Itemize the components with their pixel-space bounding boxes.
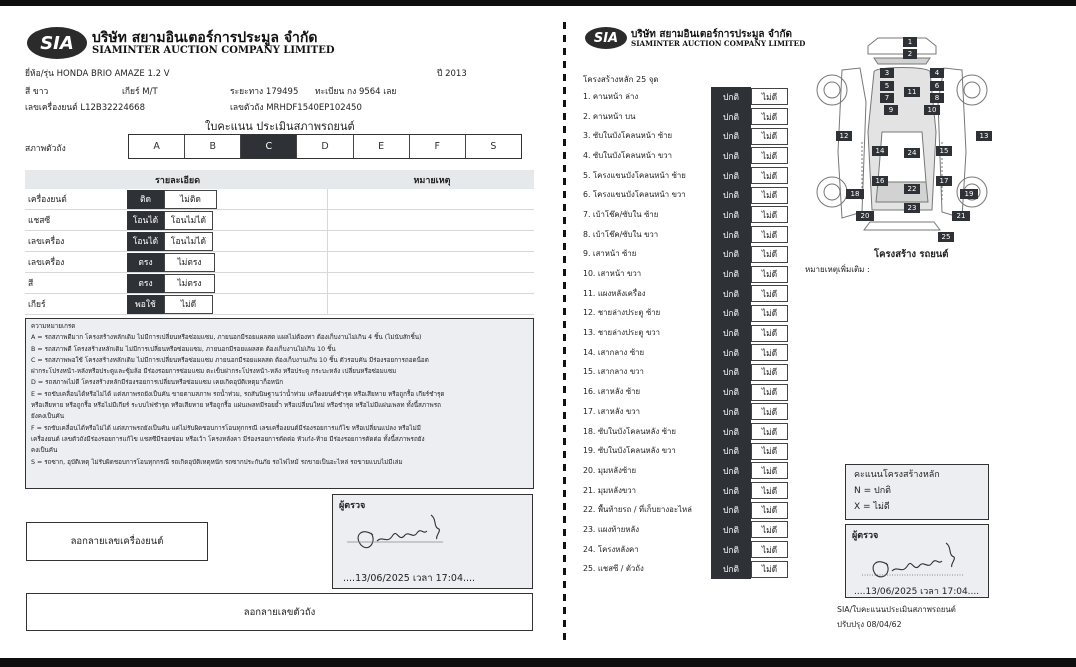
vehicle-mileage: ระยะทาง 179495 <box>230 87 299 97</box>
legend-line: E = รถขับเคลื่อนได้หรือไม่ได้ แต่สภาพรถยังเป็นคัน ขายตามสภาพ รถน้ำท่วม, รถสันนิษฐานว่าน้ำท่วม เครื่องยนต์ชำรุด หรือเสียหาย หรือถูกรื้อ เกียร์ชำรุด <box>31 390 445 398</box>
structure-item <box>583 560 789 580</box>
structure-item-label: 16. เสาหลัง ซ้าย <box>583 387 641 397</box>
bad-option[interactable]: ไม่ดี <box>751 521 788 538</box>
diagram-tag-13: 13 <box>976 131 992 141</box>
option-not-match[interactable]: ไม่ตรง <box>164 253 215 272</box>
inspection-date: ....13/06/2025 เวลา 17:04.... <box>343 573 476 584</box>
structure-item <box>583 441 789 461</box>
structure-item-label: 14. เสากลาง ซ้าย <box>583 347 645 357</box>
normal-option[interactable]: ปกติ <box>711 284 751 304</box>
diagram-caption: โครงสร้าง รถยนต์ <box>874 249 949 260</box>
structure-item <box>583 225 789 245</box>
structure-item <box>583 481 789 501</box>
normal-option[interactable]: ปกติ <box>711 500 751 520</box>
structure-item <box>583 402 789 422</box>
diagram-tag-18: 18 <box>846 189 864 199</box>
diagram-tag-16: 16 <box>872 176 888 186</box>
company-name-en-right: SIAMINTER AUCTION COMPANY LIMITED <box>631 39 806 48</box>
normal-option[interactable]: ปกติ <box>711 264 751 284</box>
form-revision: ปรับปรุง 08/04/62 <box>837 620 902 629</box>
header-detail: รายละเอียด <box>154 175 201 186</box>
detail-row-color <box>25 273 534 294</box>
bad-option[interactable]: ไม่ดี <box>751 364 788 381</box>
bad-option[interactable]: ไม่ดี <box>751 502 788 519</box>
structure-item-label: 24. โครงหลังคา <box>583 544 639 554</box>
sia-logo: SIA <box>27 27 87 59</box>
legend-line: F = รถขับเคลื่อนได้หรือไม่ได้ แต่สภาพรถยังเป็นคัน แต่ไม่รับผิดชอบการโอนทุกกรณี เลขเครื่องยนต์มีร่องรอยการแก้ไข หรือเปลี่ยนแปลง หรือไม่มี <box>31 424 421 432</box>
diagram-tag-23: 23 <box>904 203 920 213</box>
structure-item-label: 17. เสาหลัง ขวา <box>583 406 640 416</box>
normal-option[interactable]: ปกติ <box>711 185 751 205</box>
legend-line: เครื่องยนต์ เลขตัวถังมีร่องรอยการแก้ไข แชสซีมีรอยซ่อม หรือเว้า โครงหลังคา มีร่องรอยการตัดต่อ หัวเก๋ง-ท้าย มีร่องรอยการตัดต่อ ทั้งนี้สภาพรถยัง <box>31 435 425 443</box>
option-bad[interactable]: ไม่ดี <box>164 295 213 314</box>
structure-item-label: 15. เสากลาง ขวา <box>583 367 644 377</box>
normal-option[interactable]: ปกติ <box>711 304 751 324</box>
detail-row-gear <box>25 294 534 315</box>
bad-option[interactable]: ไม่ดี <box>751 187 788 204</box>
structure-item <box>583 343 789 363</box>
bad-option[interactable]: ไม่ดี <box>751 285 788 302</box>
option-transferable[interactable]: โอนได้ <box>127 232 164 251</box>
bad-option[interactable]: ไม่ดี <box>751 462 788 479</box>
detail-label: เลขเครื่อง <box>28 258 65 268</box>
structure-item <box>583 520 789 540</box>
normal-option[interactable]: ปกติ <box>711 245 751 265</box>
diagram-tag-21: 21 <box>952 211 970 221</box>
normal-option[interactable]: ปกติ <box>711 540 751 560</box>
normal-option[interactable]: ปกติ <box>711 107 751 127</box>
diagram-tag-17: 17 <box>936 176 952 186</box>
vehicle-brand-model: ยี่ห้อ/รุ่น HONDA BRIO AMAZE 1.2 V <box>25 69 170 79</box>
normal-option[interactable]: ปกติ <box>711 146 751 166</box>
normal-option[interactable]: ปกติ <box>711 225 751 245</box>
diagram-tag-7: 7 <box>880 93 894 103</box>
structure-item-label: 7. เบ้าโช๊ค/ซับใน ซ้าย <box>583 209 659 219</box>
bad-option[interactable]: ไม่ดี <box>751 206 788 223</box>
engine-number-trace-box <box>26 522 208 561</box>
structure-item <box>583 422 789 442</box>
structure-item <box>583 107 789 127</box>
diagram-tag-3: 3 <box>880 68 894 78</box>
option-not-transferable[interactable]: โอนไม่ได้ <box>164 232 213 251</box>
structure-item-label: 21. มุมหลังขวา <box>583 485 636 495</box>
grade-option-a[interactable]: A <box>129 135 185 158</box>
detail-row-engine-no-transfer <box>25 231 534 252</box>
diagram-tag-24: 24 <box>904 148 920 158</box>
bad-option[interactable]: ไม่ดี <box>751 482 788 499</box>
structure-item <box>583 126 789 146</box>
structure-title: โครงสร้างหลัก 25 จุด <box>583 75 659 84</box>
chassis-number-trace-box <box>26 593 533 631</box>
grade-option-b[interactable]: B <box>185 135 241 158</box>
header-note: หมายเหตุ <box>413 175 451 186</box>
bad-option[interactable]: ไม่ดี <box>751 266 788 283</box>
structure-item <box>583 185 789 205</box>
inspector-box-right <box>845 524 989 598</box>
structure-item-label: 9. เสาหน้า ซ้าย <box>583 249 637 259</box>
detail-label: เครื่องยนต์ <box>28 195 67 205</box>
company-name-th-right: บริษัท สยามอินเตอร์การประมูล จำกัด <box>631 29 793 40</box>
bad-option[interactable]: ไม่ดี <box>751 443 788 460</box>
bottom-black-bar <box>0 658 1076 667</box>
legend-line: C = รถสภาพพอใช้ โครงสร้างหลักเดิม ไม่มีการเปลี่ยนหรือซ่อมแซม ภายนอกมีรอยแผลสด ต้องเก็บงานเกิน 10 ชิ้น ตัวรอบคัน มีร่องรอยการถอดน็อต <box>31 356 429 364</box>
structure-item-label: 13. ชายล่างประตู ขวา <box>583 328 661 338</box>
structure-item <box>583 382 789 402</box>
structure-item-label: 19. ซับในบังโคลนหลัง ขวา <box>583 446 676 456</box>
structure-item-label: 11. แผงหลังเครื่อง <box>583 288 646 298</box>
bad-option[interactable]: ไม่ดี <box>751 344 788 361</box>
company-name-th: บริษัท สยามอินเตอร์การประมูล จำกัด <box>92 30 318 46</box>
diagram-tag-15: 15 <box>936 146 952 156</box>
normal-option[interactable]: ปกติ <box>711 323 751 343</box>
detail-label: แชสซี <box>28 216 51 226</box>
option-no-start[interactable]: ไม่ติด <box>164 190 217 209</box>
detail-table-header <box>25 170 534 189</box>
structure-item <box>583 540 789 560</box>
structure-item <box>583 166 789 186</box>
normal-option[interactable]: ปกติ <box>711 205 751 225</box>
detail-label: เลขเครื่อง <box>28 237 65 247</box>
option-transferable[interactable]: โอนได้ <box>127 211 164 230</box>
vehicle-engine-no: เลขเครื่องยนต์ L12B32224668 <box>25 103 145 113</box>
structure-item <box>583 284 789 304</box>
diagram-tag-8: 8 <box>930 93 944 103</box>
detail-table <box>25 170 534 315</box>
structure-item-label: 8. เบ้าโช๊ค/ซับใน ขวา <box>583 229 659 239</box>
grade-legend <box>25 318 534 489</box>
diagram-tag-10: 10 <box>924 105 940 115</box>
chassis-number-trace-label: ลอกลายเลขตัวถัง <box>243 606 316 618</box>
option-match[interactable]: ตรง <box>127 274 164 293</box>
vehicle-color: สี ขาว <box>25 87 49 97</box>
detail-row-chassis <box>25 210 534 231</box>
legend-line: S = รถซาก, อุบัติเหตุ ไม่รับผิดชอบการโอนทุกกรณี รถเกิดอุบัติเหตุหนัก รถซากประกันภัย รถไฟไหม้ รถขายเป็นอะไหล่ รถขายแบบไม่มีเล่ม <box>31 458 403 466</box>
structure-checklist <box>583 87 789 579</box>
bad-option[interactable]: ไม่ดี <box>751 384 788 401</box>
grade-option-d[interactable]: D <box>297 135 353 158</box>
option-match[interactable]: ตรง <box>127 253 164 272</box>
diagram-tag-20: 20 <box>856 211 874 221</box>
structure-item-label: 25. แชสซี / ตัวถัง <box>583 564 644 574</box>
score-legend-title: คะแนนโครงสร้างหลัก <box>854 470 940 480</box>
vehicle-chassis-no: เลขตัวถัง MRHDF1540EP102450 <box>230 103 362 113</box>
option-fair[interactable]: พอใช้ <box>127 295 164 314</box>
form-name: SIA/ใบคะแนนประเมินสภาพรถยนต์ <box>837 605 956 614</box>
normal-option[interactable]: ปกติ <box>711 87 751 107</box>
diagram-tag-6: 6 <box>930 81 944 91</box>
normal-option[interactable]: ปกติ <box>711 402 751 422</box>
note-cell[interactable] <box>327 252 534 273</box>
structure-score-legend <box>845 464 989 520</box>
normal-option[interactable]: ปกติ <box>711 126 751 146</box>
option-start[interactable]: ติด <box>127 190 164 209</box>
structure-item-label: 23. แผงท้ายหลัง <box>583 524 640 534</box>
inspection-date-right: ....13/06/2025 เวลา 17:04.... <box>854 587 980 597</box>
structure-item <box>583 245 789 265</box>
page-separator <box>563 22 566 642</box>
diagram-tag-19: 19 <box>960 189 978 199</box>
sia-logo-right: SIA <box>585 27 627 49</box>
structure-item-label: 18. ซับในบังโคลนหลัง ซ้าย <box>583 426 676 436</box>
normal-option[interactable]: ปกติ <box>711 481 751 501</box>
vehicle-plate: ทะเบียน กง 9564 เลย <box>315 87 397 97</box>
option-not-transferable[interactable]: โอนไม่ได้ <box>164 211 213 230</box>
detail-row-engine-no-match <box>25 252 534 273</box>
diagram-tag-22: 22 <box>904 184 920 194</box>
normal-option[interactable]: ปกติ <box>711 560 751 580</box>
top-black-bar <box>0 0 1076 6</box>
structure-item <box>583 87 789 107</box>
normal-option[interactable]: ปกติ <box>711 520 751 540</box>
bad-option[interactable]: ไม่ดี <box>751 147 788 164</box>
score-legend-n: N = ปกติ <box>854 486 892 496</box>
company-name-en: SIAMINTER AUCTION COMPANY LIMITED <box>92 45 335 56</box>
inspector-signature-right <box>858 535 968 581</box>
structure-item <box>583 363 789 383</box>
diagram-tag-5: 5 <box>880 81 894 91</box>
diagram-tag-25: 25 <box>938 232 954 242</box>
additional-remarks-label: หมายเหตุเพิ่มเติม : <box>805 265 870 274</box>
inspector-box-left <box>332 494 533 589</box>
structure-item <box>583 205 789 225</box>
structure-item <box>583 500 789 520</box>
grade-label: สภาพตัวถัง <box>25 144 66 154</box>
inspector-title: ผู้ตรวจ <box>339 501 366 511</box>
vehicle-gear: เกียร์ M/T <box>122 87 158 97</box>
note-cell[interactable] <box>327 210 534 231</box>
bad-option[interactable]: ไม่ดี <box>751 88 788 105</box>
structure-item-label: 1. คานหน้า ล่าง <box>583 91 639 101</box>
normal-option[interactable]: ปกติ <box>711 343 751 363</box>
detail-label: สี <box>28 279 34 289</box>
grade-option-e[interactable]: E <box>354 135 410 158</box>
score-legend-x: X = ไม่ดี <box>854 502 890 512</box>
diagram-tag-9: 9 <box>884 105 898 115</box>
bad-option[interactable]: ไม่ดี <box>751 403 788 420</box>
diagram-tag-11: 11 <box>904 87 920 97</box>
bad-option[interactable]: ไม่ดี <box>751 423 788 440</box>
legend-line: ฝากระโปรงหน้า-หลังหรือประตูและซุ้มล้อ มีร่องรอยการซ่อมแซม ตะเข็บฝากระโปรงหน้า-หลัง หรือประตู กระบะหลัง เปลี่ยนหรือซ่อมแซม <box>31 368 397 376</box>
diagram-tag-14: 14 <box>872 146 888 156</box>
legend-line: A = รถสภาพดีมาก โครงสร้างหลักเดิม ไม่มีการเปลี่ยนหรือซ่อมแซม, ภายนอกมีรอยแผลสด แผลไม่ต้องทา ต้องเก็บงานไม่เกิน 4 ชิ้น (ไม่นับสักชิ้น) <box>31 334 422 342</box>
legend-line: B = รถสภาพดี โครงสร้างหลักเดิม ไม่มีการเปลี่ยนหรือซ่อมแซม, ภายนอกมีรอยแผลสด ต้องเก็บงานไม่เกิน 10 ชิ้น <box>31 345 336 353</box>
detail-label: เกียร์ <box>28 300 46 310</box>
legend-line: คงเป็นคัน <box>31 447 58 455</box>
note-cell[interactable] <box>327 273 534 294</box>
inspector-title-right: ผู้ตรวจ <box>852 531 879 541</box>
structure-item-label: 3. ซับในบังโคลนหน้า ซ้าย <box>583 131 673 141</box>
grade-title: ใบคะแนน ประเมินสภาพรถยนต์ <box>205 120 355 133</box>
grade-option-s[interactable]: S <box>490 141 497 152</box>
structure-item <box>583 146 789 166</box>
structure-item <box>583 304 789 324</box>
bad-option[interactable]: ไม่ดี <box>751 541 788 558</box>
normal-option[interactable]: ปกติ <box>711 166 751 186</box>
grade-selector <box>128 134 522 159</box>
normal-option[interactable]: ปกติ <box>711 363 751 383</box>
normal-option[interactable]: ปกติ <box>711 461 751 481</box>
bad-option[interactable]: ไม่ดี <box>751 167 788 184</box>
structure-item-label: 10. เสาหน้า ขวา <box>583 269 642 279</box>
structure-item <box>583 264 789 284</box>
car-structure-diagram <box>812 32 992 247</box>
structure-item-label: 20. มุมหลังซ้าย <box>583 465 637 475</box>
structure-item-label: 6. โครงแขนบังโคลนหน้า ขวา <box>583 190 686 200</box>
structure-item-label: 5. โครงแขนบังโคลนหน้า ซ้าย <box>583 170 686 180</box>
normal-option[interactable]: ปกติ <box>711 382 751 402</box>
diagram-tag-1: 1 <box>903 37 917 47</box>
legend-title: ความหมายเกรด <box>31 323 76 330</box>
normal-option[interactable]: ปกติ <box>711 441 751 461</box>
legend-line: หรือเสียหาย หรือถูกรื้อ หรือไม่มีเกียร์ ระบบไฟชำรุด หรือเสียหาย หรือถูกรื้อ แผ่นเพลทมีรอยย้ำ หรือเปลี่ยนใหม่ หรือชำรุด หรือไม่มีแผ่นเพลท ทั้งนี้สภาพรถ <box>31 402 441 410</box>
structure-item <box>583 461 789 481</box>
bad-option[interactable]: ไม่ดี <box>751 128 788 145</box>
bad-option[interactable]: ไม่ดี <box>751 325 788 342</box>
note-cell[interactable] <box>327 294 534 315</box>
detail-row-engine <box>25 189 534 210</box>
structure-item <box>583 323 789 343</box>
legend-line: ยังคงเป็นคัน <box>31 413 65 421</box>
bad-option[interactable]: ไม่ดี <box>751 226 788 243</box>
structure-item-label: 4. ซับในบังโคลนหน้า ขวา <box>583 150 672 160</box>
structure-item-label: 12. ชายล่างประตู ซ้าย <box>583 308 661 318</box>
diagram-tag-4: 4 <box>930 68 944 78</box>
diagram-tag-12: 12 <box>836 131 852 141</box>
grade-option-f[interactable]: F <box>410 135 466 158</box>
inspector-signature <box>343 505 453 557</box>
vehicle-year: ปี 2013 <box>437 69 467 79</box>
note-cell[interactable] <box>327 189 534 210</box>
legend-line: D = รถสภาพไม่ดี โครงสร้างหลักมีร่องรอยการเปลี่ยนหรือซ่อมแซม เคยเกิดอุบัติเหตุมาก็อหนัก <box>31 379 284 387</box>
bad-option[interactable]: ไม่ดี <box>751 246 788 263</box>
engine-number-trace-label: ลอกลายเลขเครื่องยนต์ <box>70 536 164 547</box>
bad-option[interactable]: ไม่ดี <box>751 108 788 125</box>
structure-item-label: 2. คานหน้า บน <box>583 111 636 121</box>
structure-item-label: 22. พื้นท้ายรถ / ที่เก็บยางอะไหล่ <box>583 505 692 515</box>
normal-option[interactable]: ปกติ <box>711 422 751 442</box>
diagram-tag-2: 2 <box>903 49 917 59</box>
option-not-match[interactable]: ไม่ตรง <box>164 274 215 293</box>
bad-option[interactable]: ไม่ดี <box>751 305 788 322</box>
grade-option-c[interactable]: C <box>241 135 297 158</box>
bad-option[interactable]: ไม่ดี <box>751 561 788 578</box>
note-cell[interactable] <box>327 231 534 252</box>
